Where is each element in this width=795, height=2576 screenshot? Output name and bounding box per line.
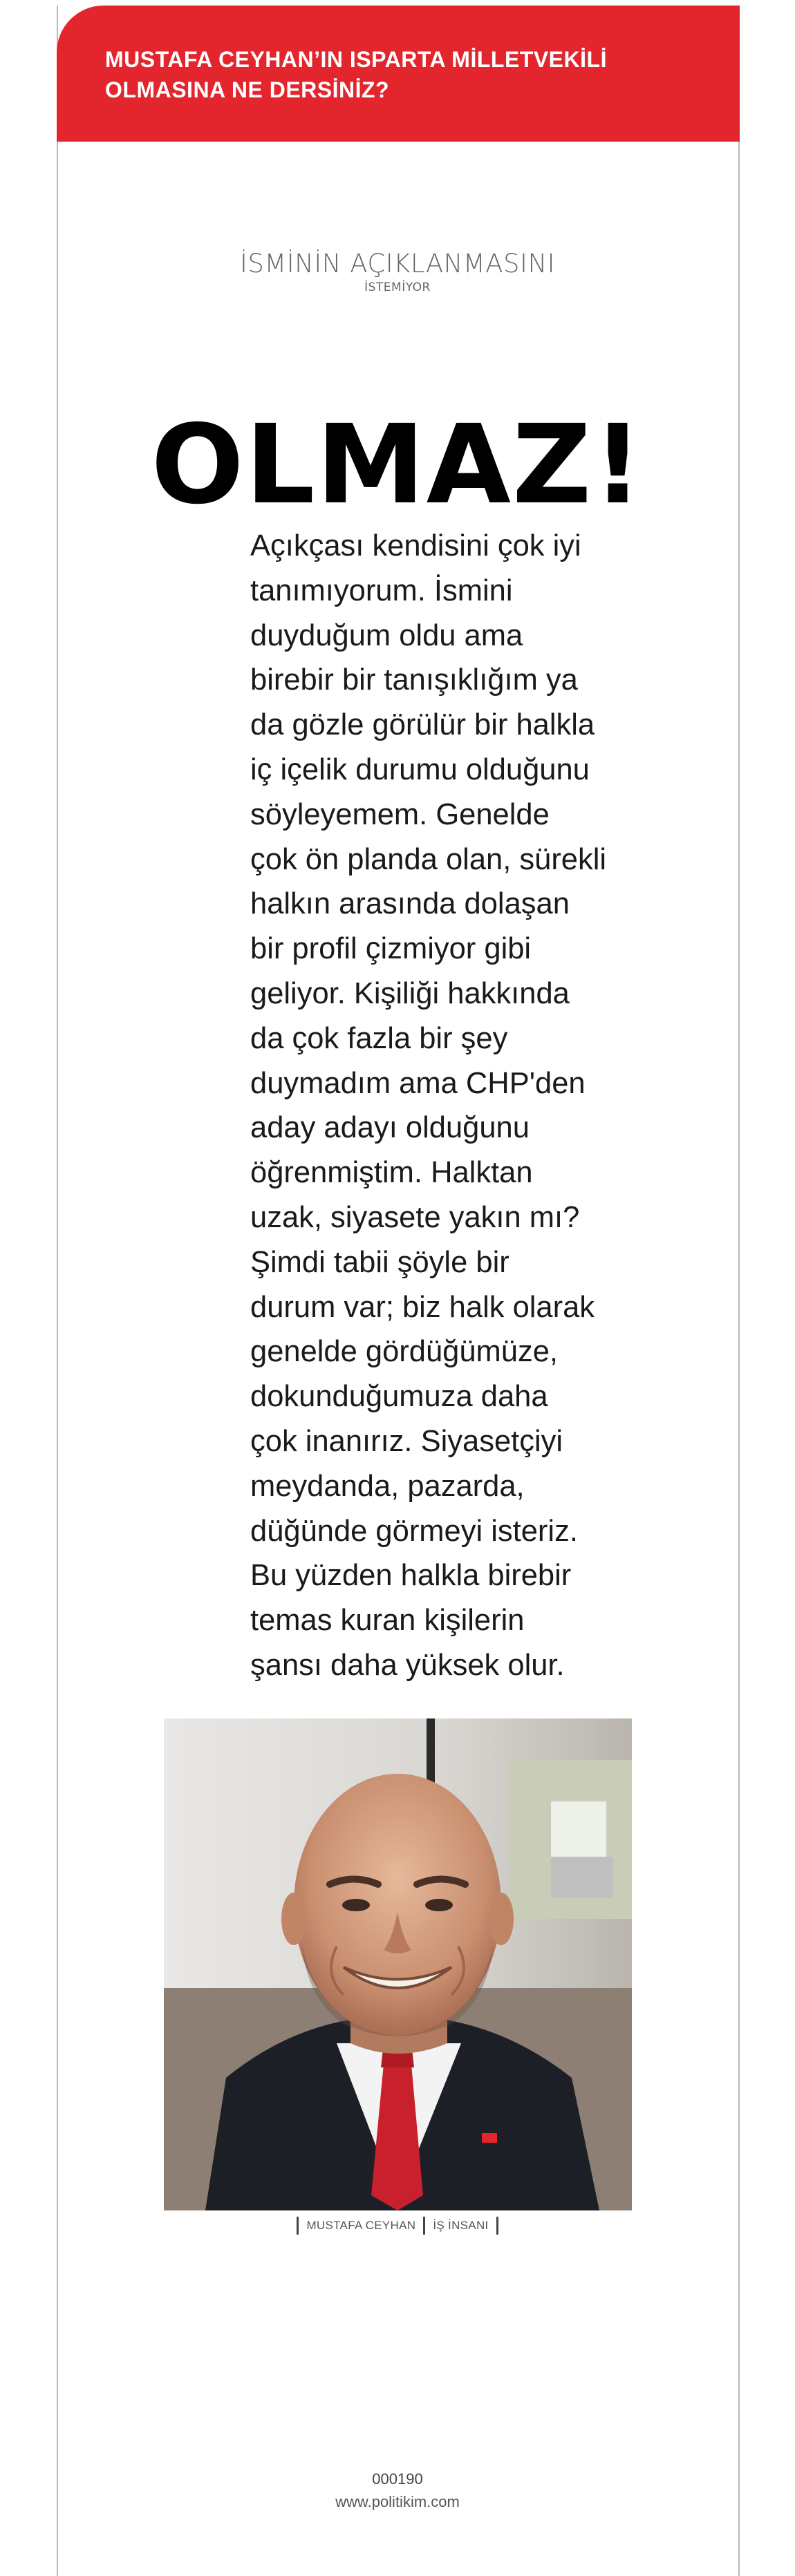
page-code: 000190 — [372, 2470, 423, 2488]
question-title-line2: OLMASINA NE DERSİNİZ? — [105, 77, 390, 102]
caption-separator — [297, 2217, 299, 2235]
caption-separator — [496, 2217, 498, 2235]
answer-body-line: da gözle görülür bir halkla — [250, 708, 595, 742]
answer-body-line: şansı daha yüksek olur. — [250, 1648, 565, 1682]
answer-body-line: geliyor. Kişiliği hakkında — [250, 976, 570, 1010]
portrait-photo — [164, 1718, 632, 2210]
answer-body-line: durum var; biz halk olarak — [250, 1290, 595, 1324]
answer-body-line: birebir bir tanışıklığım ya — [250, 663, 578, 697]
answer-body-line: bir profil çizmiyor gibi — [250, 932, 532, 966]
caption-separator — [423, 2217, 425, 2235]
answer-body-line: dokunduğumuza daha — [250, 1380, 548, 1414]
answer-body-line: Bu yüzden halkla birebir — [250, 1559, 572, 1593]
caption-role: İŞ İNSANI — [433, 2219, 489, 2232]
answer-body-line: genelde gördüğümüze, — [250, 1335, 559, 1369]
answer-body-line: duymadım ama CHP'den — [250, 1066, 586, 1100]
respondent-name: İSMİNİN AÇIKLANMASINI — [239, 249, 556, 278]
question-title — [105, 44, 698, 105]
answer-body-line: meydanda, pazarda, — [250, 1469, 525, 1503]
page-footer — [0, 2468, 795, 2514]
answer-body-line: tanımıyorum. İsmini — [250, 574, 513, 607]
answer-body-line: iç içelik durumu olduğunu — [250, 752, 590, 786]
answer-body-line: Şimdi tabii şöyle bir — [250, 1245, 509, 1279]
answer-body — [250, 524, 610, 1688]
answer-body-line: aday adayı olduğunu — [250, 1111, 530, 1145]
answer-body-line: çok ön planda olan, sürekli — [250, 842, 607, 876]
answer-headline: OLMAZ! — [151, 401, 644, 529]
question-banner — [57, 6, 740, 142]
answer-body-line: çok inanırız. Siyasetçiyi — [250, 1424, 563, 1458]
photo-caption — [0, 2217, 795, 2235]
portrait-illustration — [164, 1718, 632, 2210]
answer-body-line: da çok fazla bir şey — [250, 1021, 508, 1055]
answer-body-line: uzak, siyasete yakın mı? — [250, 1200, 580, 1234]
respondent-note: İSTEMİYOR — [364, 281, 431, 294]
answer-body-line: Açıkçası kendisini çok iyi — [250, 529, 581, 562]
answer-body-line: halkın arasında dolaşan — [250, 887, 570, 921]
answer-body-line: temas kuran kişilerin — [250, 1604, 525, 1638]
answer-body-line: düğünde görmeyi isteriz. — [250, 1514, 578, 1548]
answer-body-line: duyduğum oldu ama — [250, 618, 523, 652]
caption-name: MUSTAFA CEYHAN — [306, 2219, 416, 2232]
respondent-block — [0, 249, 795, 294]
answer-body-line: öğrenmiştim. Halktan — [250, 1156, 533, 1190]
answer-body-line: söyleyemem. Genelde — [250, 797, 550, 831]
site-url: www.politikim.com — [335, 2493, 460, 2510]
question-title-line1: MUSTAFA CEYHAN’IN ISPARTA MİLLETVEKİLİ — [105, 47, 607, 72]
